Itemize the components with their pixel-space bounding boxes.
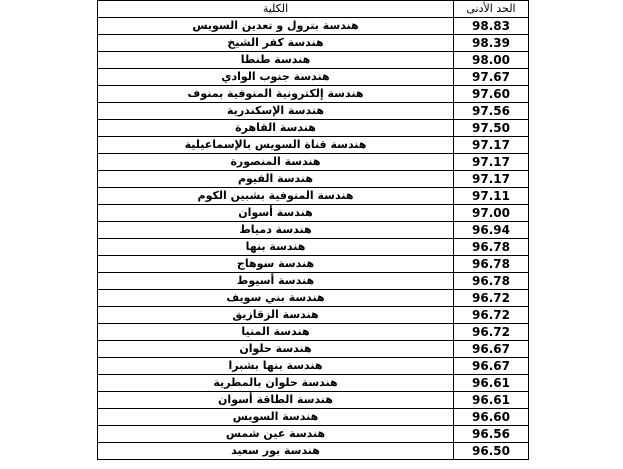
min-score-cell: 96.50 bbox=[454, 443, 529, 460]
table-header-row bbox=[98, 1, 529, 18]
min-score-cell: 97.17 bbox=[454, 171, 529, 188]
college-name-cell: هندسة القاهرة bbox=[98, 120, 454, 137]
college-name-cell: هندسة عين شمس bbox=[98, 426, 454, 443]
table-row bbox=[98, 324, 529, 341]
college-name-cell: هندسة بنها bbox=[98, 239, 454, 256]
table-row bbox=[98, 290, 529, 307]
table-row bbox=[98, 35, 529, 52]
table-row bbox=[98, 69, 529, 86]
min-score-cell: 97.17 bbox=[454, 137, 529, 154]
table-row bbox=[98, 375, 529, 392]
min-score-cell: 96.67 bbox=[454, 358, 529, 375]
college-name-cell: هندسة إلكترونية المنوفية بمنوف bbox=[98, 86, 454, 103]
table-row bbox=[98, 392, 529, 409]
college-name-cell: هندسة الزقازيق bbox=[98, 307, 454, 324]
min-score-cell: 98.00 bbox=[454, 52, 529, 69]
college-name-cell: هندسة السويس bbox=[98, 409, 454, 426]
table-row bbox=[98, 307, 529, 324]
table-row bbox=[98, 341, 529, 358]
college-name-cell: هندسة حلوان bbox=[98, 341, 454, 358]
college-name-cell: هندسة دمياط bbox=[98, 222, 454, 239]
min-score-cell: 96.72 bbox=[454, 324, 529, 341]
college-name-cell: هندسة أسيوط bbox=[98, 273, 454, 290]
college-name-cell: هندسة بنها بشبرا bbox=[98, 358, 454, 375]
min-score-cell: 96.78 bbox=[454, 256, 529, 273]
college-name-cell: هندسة الفيوم bbox=[98, 171, 454, 188]
table-row bbox=[98, 120, 529, 137]
min-score-cell: 97.00 bbox=[454, 205, 529, 222]
table-row bbox=[98, 188, 529, 205]
min-score-cell: 96.61 bbox=[454, 392, 529, 409]
table-row bbox=[98, 426, 529, 443]
table-row bbox=[98, 256, 529, 273]
min-score-cell: 96.67 bbox=[454, 341, 529, 358]
min-score-cell: 98.83 bbox=[454, 18, 529, 35]
college-name-cell: هندسة الطاقة أسوان bbox=[98, 392, 454, 409]
college-name-cell: هندسة الإسكندرية bbox=[98, 103, 454, 120]
table-row bbox=[98, 443, 529, 460]
min-score-cell: 96.72 bbox=[454, 290, 529, 307]
admission-scores-table bbox=[97, 0, 529, 460]
table-row bbox=[98, 409, 529, 426]
min-score-cell: 98.39 bbox=[454, 35, 529, 52]
college-column-header: الكلية bbox=[98, 1, 454, 18]
min-score-cell: 96.94 bbox=[454, 222, 529, 239]
min-score-cell: 96.61 bbox=[454, 375, 529, 392]
table-row bbox=[98, 239, 529, 256]
table-row bbox=[98, 273, 529, 290]
min-score-cell: 96.72 bbox=[454, 307, 529, 324]
min-score-cell: 97.67 bbox=[454, 69, 529, 86]
college-name-cell: هندسة المنصورة bbox=[98, 154, 454, 171]
table-row bbox=[98, 103, 529, 120]
college-name-cell: هندسة طنطا bbox=[98, 52, 454, 69]
table-row bbox=[98, 358, 529, 375]
college-name-cell: هندسة حلوان بالمطرية bbox=[98, 375, 454, 392]
min-score-cell: 96.60 bbox=[454, 409, 529, 426]
college-name-cell: هندسة بترول و تعدين السويس bbox=[98, 18, 454, 35]
table-body bbox=[98, 18, 529, 460]
college-name-cell: هندسة المنوفية بشبين الكوم bbox=[98, 188, 454, 205]
min-score-cell: 97.11 bbox=[454, 188, 529, 205]
table-row bbox=[98, 18, 529, 35]
min-score-cell: 96.56 bbox=[454, 426, 529, 443]
min-score-cell: 96.78 bbox=[454, 239, 529, 256]
college-name-cell: هندسة أسوان bbox=[98, 205, 454, 222]
min-score-cell: 96.78 bbox=[454, 273, 529, 290]
min-score-cell: 97.60 bbox=[454, 86, 529, 103]
min-score-column-header: الحد الأدنى bbox=[454, 1, 529, 18]
min-score-cell: 97.50 bbox=[454, 120, 529, 137]
table-row bbox=[98, 222, 529, 239]
college-name-cell: هندسة قناة السويس بالإسماعيلية bbox=[98, 137, 454, 154]
college-name-cell: هندسة بور سعيد bbox=[98, 443, 454, 460]
college-name-cell: هندسة سوهاج bbox=[98, 256, 454, 273]
college-name-cell: هندسة كفر الشيخ bbox=[98, 35, 454, 52]
min-score-cell: 97.17 bbox=[454, 154, 529, 171]
table-row bbox=[98, 154, 529, 171]
table-row bbox=[98, 171, 529, 188]
college-name-cell: هندسة جنوب الوادي bbox=[98, 69, 454, 86]
college-name-cell: هندسة بني سويف bbox=[98, 290, 454, 307]
table-row bbox=[98, 205, 529, 222]
table-row bbox=[98, 52, 529, 69]
table-row bbox=[98, 137, 529, 154]
table-row bbox=[98, 86, 529, 103]
college-name-cell: هندسة المنيا bbox=[98, 324, 454, 341]
min-score-cell: 97.56 bbox=[454, 103, 529, 120]
